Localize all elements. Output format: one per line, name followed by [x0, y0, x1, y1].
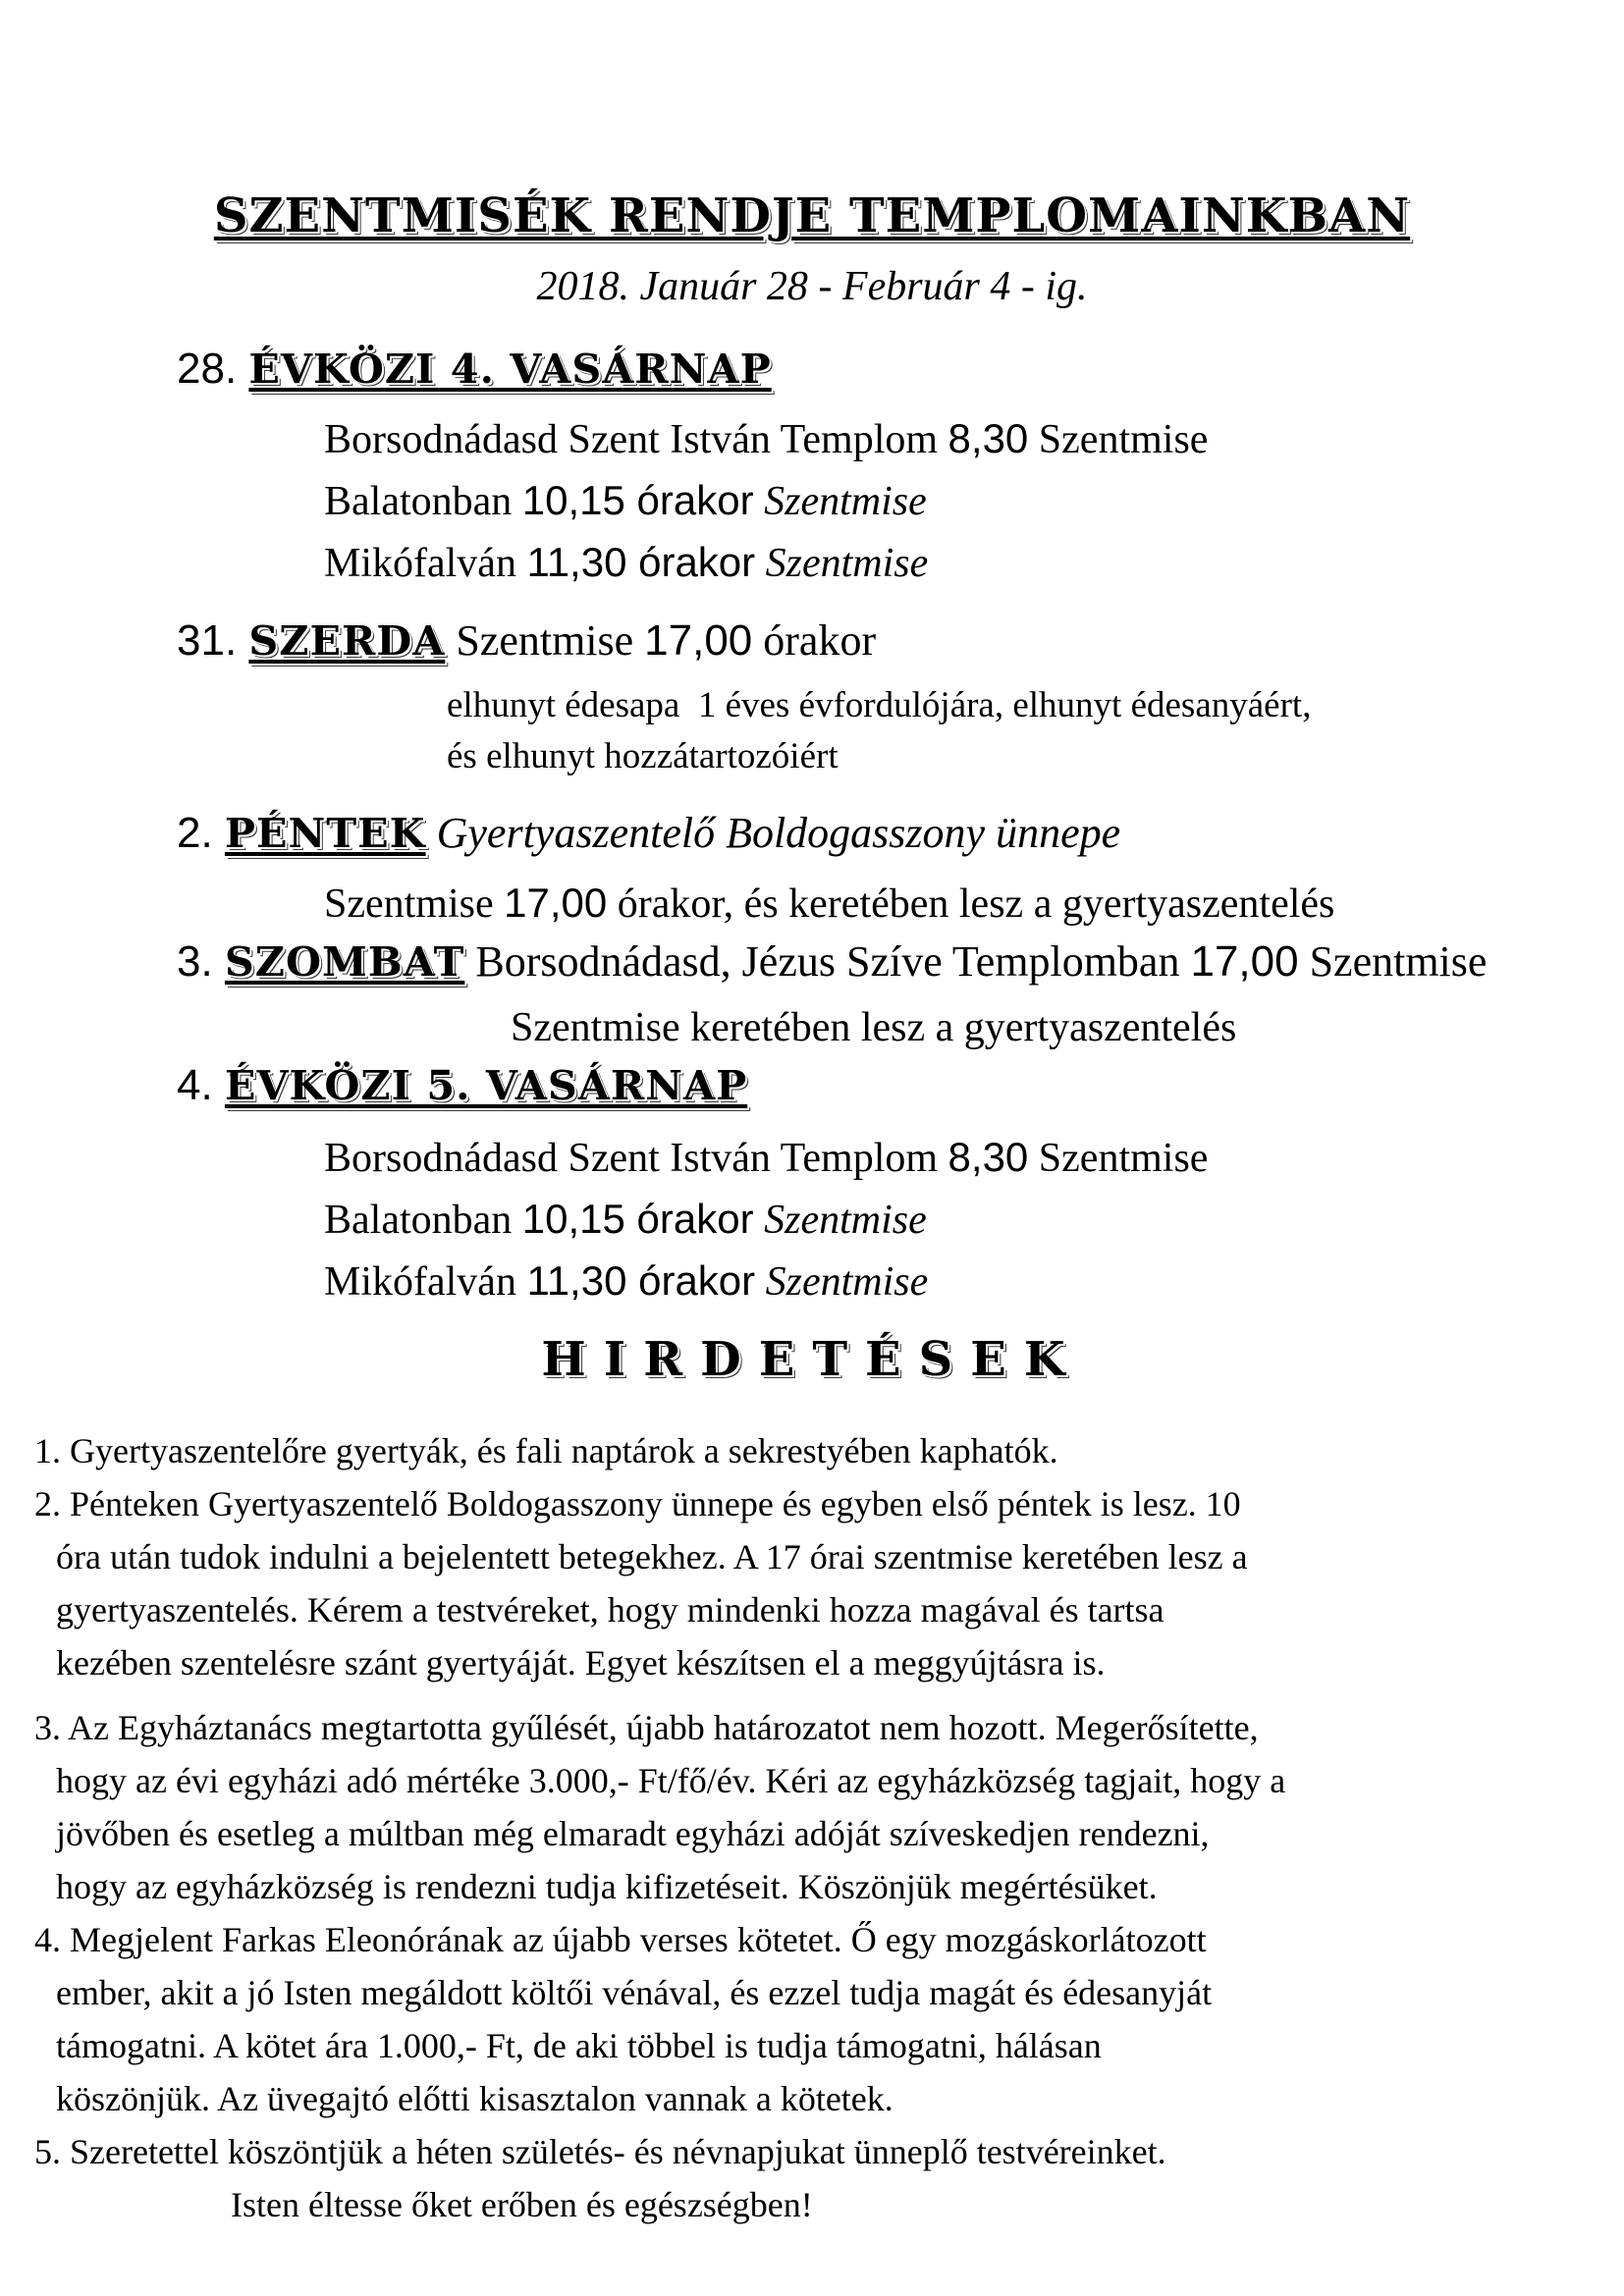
- announcement-item: 4. Megjelent Farkas Eleonórának az újabb verses kötetet. Ő egy mozgáskorlátozott ember, akit a jó Isten megáldott költői vénával, és ezzel tudja magát és édesanyját támogatni. A kötet ára 1.000,- Ft, de aki többel is tudja támogatni, hálásan köszönjük. Az üvegajtó előtti kisasztalon vannak a kötetek.: [34, 1920, 1213, 2118]
- text-run: SZERDA: [248, 616, 446, 665]
- text-run: [754, 1198, 765, 1243]
- schedule-subline: [447, 731, 1624, 782]
- text-run: [755, 541, 766, 586]
- text-run: ÉVKÖZI 5. VASÁRNAP: [224, 1061, 748, 1109]
- text-run: Gyertyaszentelő Boldogasszony ünnepe: [436, 809, 1121, 857]
- text-run: [426, 809, 437, 857]
- text-run: 8,30: [947, 1134, 1029, 1180]
- text-run: 28.: [177, 345, 249, 393]
- text-run: 31.: [177, 616, 249, 665]
- mass-schedule: [177, 346, 1624, 1312]
- text-run: Mikófalván: [324, 1259, 527, 1305]
- text-run: Borsodnádasd Szent István Templom: [324, 417, 948, 462]
- text-run: Szentmise: [445, 616, 645, 665]
- schedule-subline: [324, 1127, 1624, 1189]
- text-run: Szentmise: [1028, 1136, 1209, 1181]
- schedule-entry: [177, 1062, 1624, 1312]
- schedule-subline: [324, 408, 1624, 470]
- text-run: Szentmise: [765, 1259, 929, 1305]
- text-run: Szentmise: [1298, 937, 1488, 986]
- text-run: SZOMBAT: [224, 937, 465, 986]
- schedule-subline: [324, 873, 1624, 934]
- text-run: PÉNTEK: [224, 809, 426, 857]
- text-run: Szentmise: [324, 881, 505, 927]
- text-run: 8,30: [947, 415, 1029, 461]
- text-run: 10,15 órakor: [521, 1196, 754, 1242]
- text-run: [755, 1259, 766, 1305]
- text-run: 17,00: [1190, 937, 1299, 986]
- date-range: 2018. Január 28 - Február 4 - ig.: [536, 264, 1088, 309]
- text-run: Szentmise: [764, 479, 927, 524]
- announcement-item: 2. Pénteken Gyertyaszentelő Boldogasszony ünnepe és egyben első péntek is lesz. 10 óra után tudok indulni a bejelentett betegekhez. A 17 órai szentmise keretében lesz a gyertyaszentelés. Kérem a testvéreket, hogy mindenki hozza magával és tartsa kezében szentelésre szánt gyertyáját. Egyet készítsen el a meggyújtásra is.: [34, 1484, 1248, 1682]
- text-run: 3.: [177, 937, 225, 986]
- schedule-subline: [324, 1189, 1624, 1251]
- text-run: Borsodnádasd Szent István Templom: [324, 1136, 948, 1181]
- announcement-item: 1. Gyertyaszentelőre gyertyák, és fali naptárok a sekrestyében kaphatók.: [34, 1431, 1058, 1470]
- text-run: Mikófalván: [324, 541, 527, 586]
- schedule-subline: [324, 1251, 1624, 1312]
- text-run: Balatonban: [324, 1198, 522, 1243]
- text-run: 4.: [177, 1061, 225, 1109]
- text-run: 11,30 órakor: [526, 539, 756, 585]
- schedule-entry: [177, 938, 1624, 1058]
- text-run: órakor: [752, 616, 877, 665]
- text-run: Borsodnádasd, Jézus Szíve Templomban: [464, 937, 1191, 986]
- text-run: elhunyt édesapa 1 éves évfordulójára, elhunyt édesanyáért,: [447, 685, 1312, 725]
- text-run: ÉVKÖZI 4. VASÁRNAP: [248, 345, 772, 393]
- page-title: SZENTMISÉK RENDJE TEMPLOMAINKBAN: [213, 188, 1411, 243]
- schedule-entry: [177, 810, 1624, 934]
- entry-heading: [177, 617, 1624, 665]
- text-run: Szentmise: [764, 1198, 927, 1243]
- announcements-list: [34, 1424, 1585, 2231]
- entry-heading: [177, 938, 1624, 986]
- text-run: 17,00: [504, 880, 608, 926]
- text-run: Szentmise: [1028, 417, 1209, 462]
- schedule-entry: [177, 346, 1624, 594]
- closing-line: Isten éltesse őket erőben és egészségben!: [231, 2185, 813, 2224]
- text-run: 11,30 órakor: [526, 1257, 756, 1304]
- text-run: és elhunyt hozzátartozóiért: [447, 736, 839, 776]
- text-run: Szentmise: [765, 541, 929, 586]
- text-run: [754, 479, 765, 524]
- text-run: Szentmise keretében lesz a gyertyaszentelés: [511, 1005, 1237, 1050]
- text-run: órakor, és keretében lesz a gyertyaszentelés: [607, 881, 1335, 927]
- text-run: Balatonban: [324, 479, 522, 524]
- schedule-subline: [324, 532, 1624, 594]
- entry-heading: [177, 1062, 1624, 1109]
- announcement-item: 5. Szeretettel köszöntjük a héten születés- és névnapjukat ünneplő testvéreinket.: [34, 2132, 1166, 2171]
- announcement-item: 3. Az Egyháztanács megtartotta gyűlését, újabb határozatot nem hozott. Megerősítette, hogy az évi egyházi adó mértéke 3.000,- Ft/fő/év. Kéri az egyházközség tagjait, hogy a jövőben és esetleg a múltban még elmaradt egyházi adóját szíveskedjen rendezni, hogy az egyházközség is rendezni tudja kifizetéseit. Köszönjük megértésüket.: [34, 1708, 1286, 1906]
- schedule-subline: [447, 680, 1624, 731]
- schedule-subline: [324, 470, 1624, 532]
- entry-heading: [177, 810, 1624, 857]
- schedule-subline: [511, 997, 1624, 1058]
- entry-heading: [177, 346, 1624, 393]
- text-run: 2.: [177, 809, 225, 857]
- text-run: 10,15 órakor: [521, 477, 754, 523]
- announcements-title: HIRDETÉSEK: [541, 1332, 1083, 1387]
- schedule-entry: [177, 617, 1624, 782]
- text-run: 17,00: [644, 616, 753, 665]
